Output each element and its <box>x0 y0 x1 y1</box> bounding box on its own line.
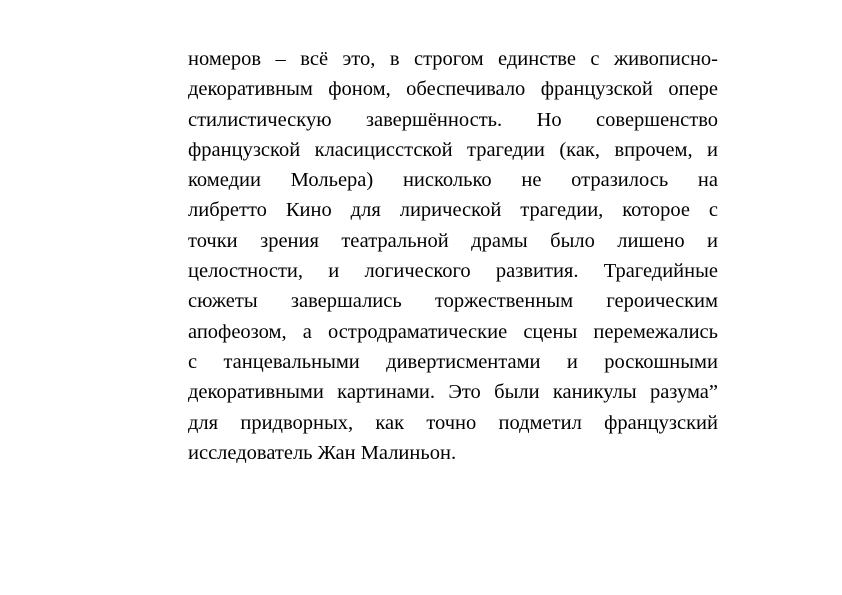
text-line: сюжеты завершались торжественным героическим <box>188 290 718 313</box>
text-line: стилистическую завершённость. Но совершенство <box>188 108 718 131</box>
text-line: декоративным фоном, обеспечивало французской опере <box>188 78 718 101</box>
paragraph <box>188 44 718 468</box>
text-line: либретто Кино для лирической трагедии, которое с <box>188 199 718 222</box>
text-line: комедии Мольера) нисколько не отразилось на <box>188 169 718 192</box>
text-line: целостности, и логического развития. Трагедийные <box>188 260 718 283</box>
text-line: точки зрения театральной драмы было лишено и <box>188 229 718 252</box>
text-line: апофеозом, а остродраматические сцены перемежались <box>188 320 718 343</box>
text-line: для придворных, как точно подметил французский <box>188 411 718 434</box>
text-line: с танцевальными дивертисментами и роскошными <box>188 350 718 373</box>
text-line: декоративными картинами. Это были каникулы разума” <box>188 381 718 404</box>
text-line: номеров – всё это, в строгом единстве с живописно- <box>188 48 718 70</box>
text-line: исследователь Жан Малиньон. <box>188 441 457 464</box>
text-line: французской класицисстской трагедии (как, впрочем, и <box>188 138 718 161</box>
